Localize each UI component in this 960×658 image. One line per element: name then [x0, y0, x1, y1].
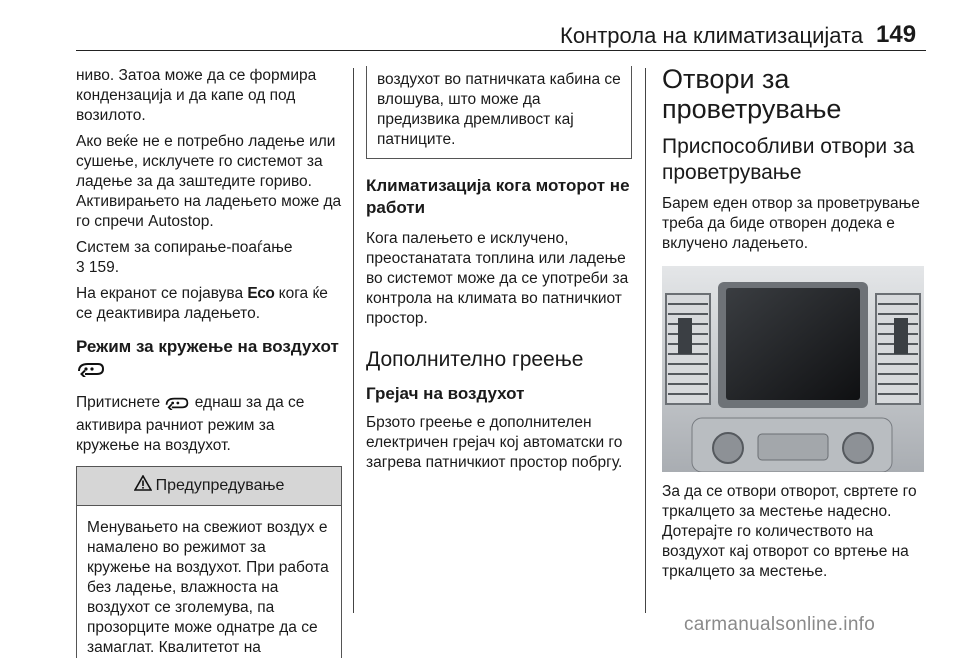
- header-title: Контрола на климатизацијата: [560, 23, 864, 48]
- header-rule: [76, 50, 926, 51]
- heading-recirculation: [76, 336, 342, 383]
- warning-triangle-icon: [134, 475, 152, 497]
- heading-air-heater: Грејач на воздухот: [366, 384, 525, 403]
- heading-vents: Отвори за проветрување: [662, 64, 842, 124]
- page-number: 149: [876, 21, 917, 48]
- warning-box-continued: воздухот во патничката кабина се влошува, што може да предизвика дремливост кај патниците.: [366, 66, 632, 159]
- warning-body: Менувањето на свежиот воздух е намалено во режимот за кружење на воздухот. При работа без ладење, влажноста на воздухот се зголемува, па прозорците може однатре да се замаглат. Квалитетот на: [87, 519, 329, 656]
- recirculation-icon: [164, 396, 190, 416]
- paragraph-eco: [76, 284, 342, 324]
- column-divider-1: [353, 68, 354, 613]
- warning-box: [76, 466, 342, 658]
- stop-start-text: Систем за сопирање-поаѓање: [76, 239, 293, 256]
- heading-extra-heating: Дополнително греење: [366, 348, 584, 371]
- recirculation-icon: [76, 361, 106, 383]
- paragraph-recirc-activate: [76, 393, 342, 456]
- paragraph-open-vent: За да се отвори отворот, свртете го тркалцето за местење надесно. Дотерајте го количеството на воздухот кај отворот со вртење на тркалцето за местење.: [662, 483, 917, 580]
- paragraph-cooling-off: Ако веќе не е потребно ладење или сушење, исклучете го системот за ладење за да заштедите гориво. Активирањето на ладењето може да го спречи Autostop.: [76, 133, 342, 230]
- column-2: [366, 66, 632, 479]
- eco-label: Eco: [247, 285, 275, 302]
- paragraph-one-vent-open: Барем еден отвор за проветрување треба да биде отворен додека е вклучено ладењето.: [662, 195, 920, 252]
- dashboard-vents-photo: [662, 266, 924, 472]
- heading-recirculation-text: Режим за кружење на воздухот: [76, 337, 339, 356]
- paragraph-air-heater: Брзото греење е дополнителен електричен грејач кој автоматски го загрева патничкиот простор побргу.: [366, 414, 623, 471]
- eco-text-after: кога ќе се деактивира ладењето.: [76, 285, 328, 322]
- eco-text-before: На екранот се појавува: [76, 285, 248, 302]
- heading-engine-off: Климатизација кога моторот не работи: [366, 176, 630, 217]
- recirc-text-before: Притиснете: [76, 394, 165, 411]
- column-1: [76, 66, 342, 658]
- recirc-text-after: еднаш за да се активира рачниот режим за кружење на воздухот.: [76, 394, 305, 454]
- column-3: [662, 64, 928, 588]
- paragraph-engine-off: Кога палењето е исклучено, преостанатата топлина или ладење во системот може да се употреби за контрола на климата во патничкиот простор.: [366, 230, 629, 327]
- watermark: carmanualsonline.info: [684, 614, 876, 635]
- paragraph-stop-start-ref: [76, 238, 342, 278]
- heading-adjustable-vents: Приспособливи отвори за проветрување: [662, 135, 915, 184]
- paragraph-condensation: ниво. Затоа може да се формира кондензација и да капе од под возилото.: [76, 67, 317, 124]
- warning-title: Предупредување: [155, 477, 285, 494]
- page-reference[interactable]: 3 159.: [76, 259, 120, 276]
- column-divider-2: [645, 68, 646, 613]
- warning-header: [77, 467, 341, 506]
